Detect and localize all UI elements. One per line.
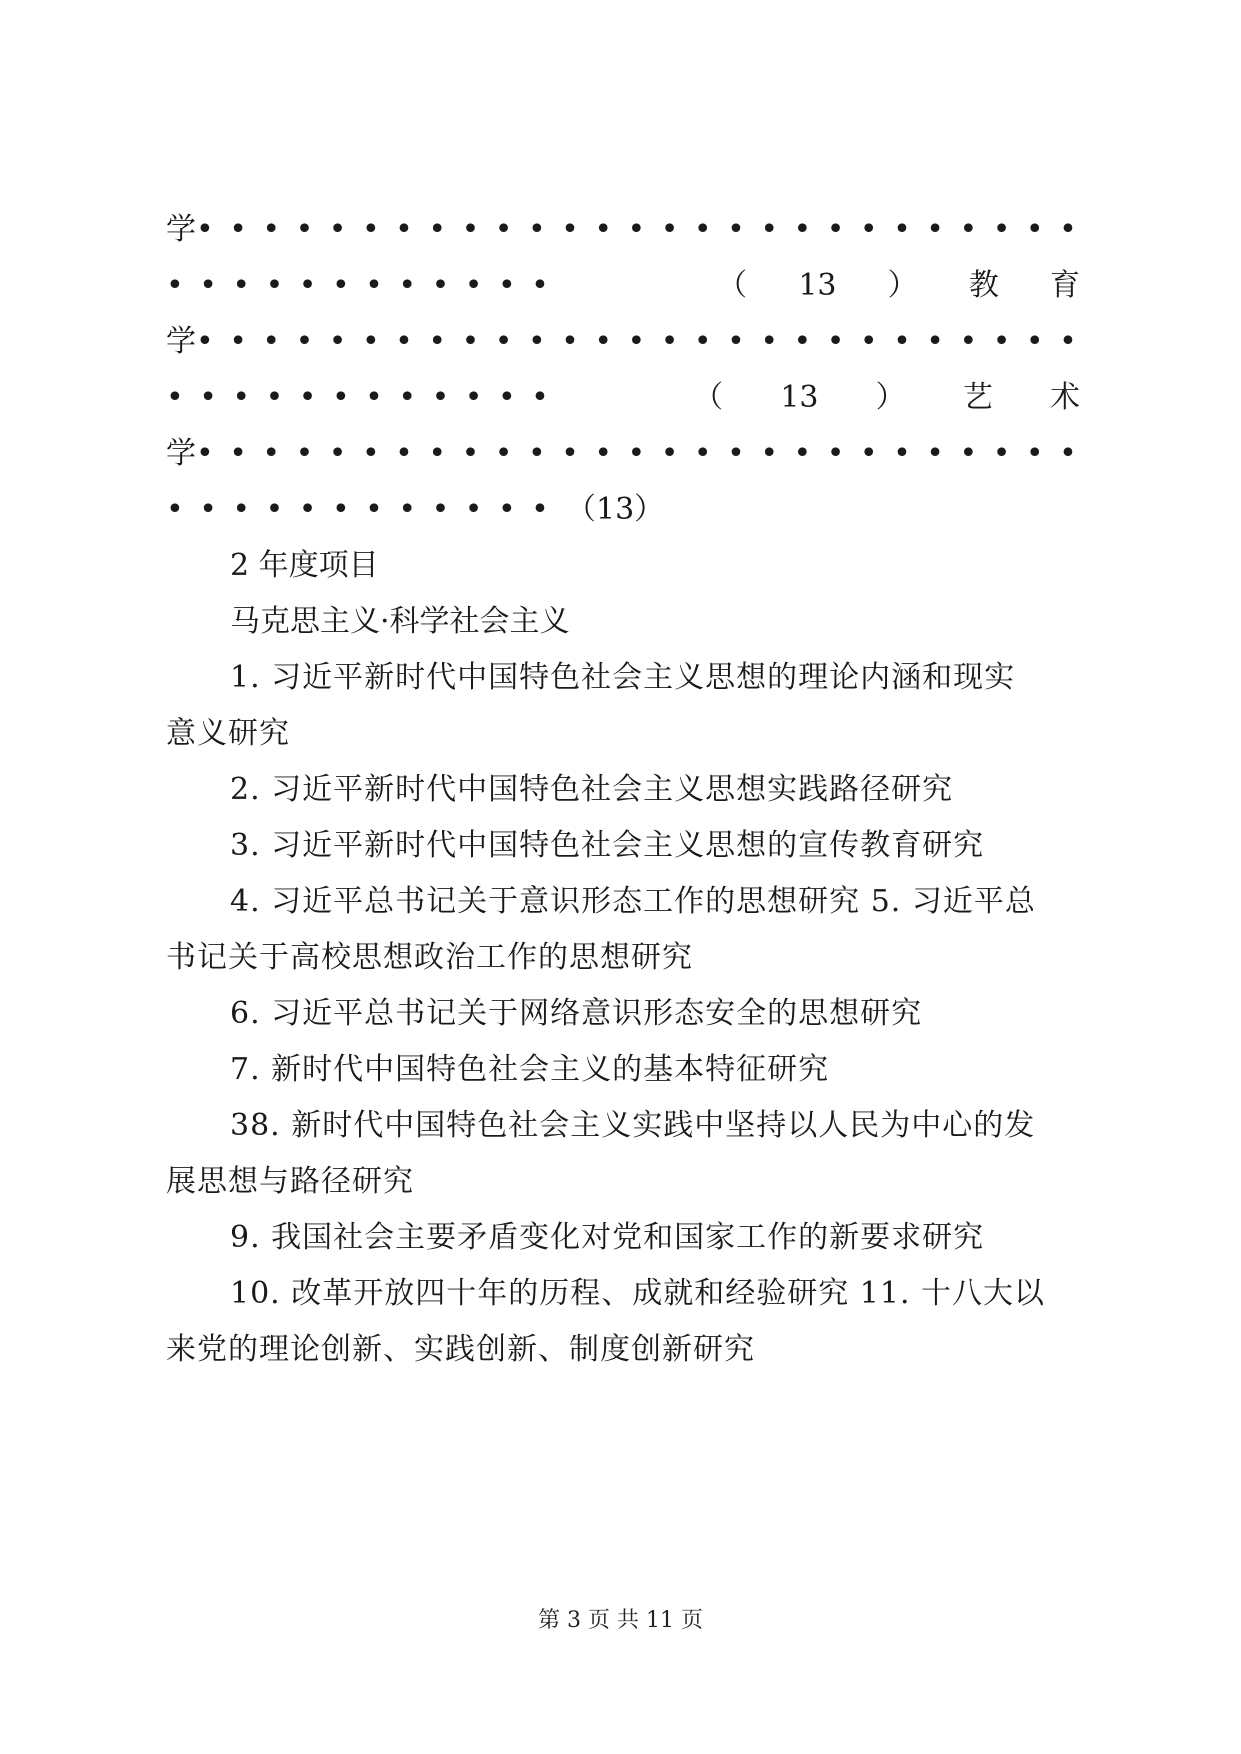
list-item: 7. 新时代中国特色社会主义的基本特征研究 xyxy=(230,1052,830,1087)
list-item-continuation: 书记关于高校思想政治工作的思想研究 xyxy=(166,940,693,975)
list-item: 3. 习近平新时代中国特色社会主义思想的宣传教育研究 xyxy=(230,828,985,863)
toc-line-4: ••••• （ 13 ） 艺 术 xyxy=(166,372,1080,424)
toc-page-number: 13 xyxy=(780,380,819,415)
toc-prefix: 学 xyxy=(166,436,196,471)
toc-page-number: （13） xyxy=(566,492,665,527)
toc-prefix: 学 xyxy=(166,324,196,359)
list-item: 6. 习近平总书记关于网络意识形态安全的思想研究 xyxy=(230,996,923,1031)
list-item: 2. 习近平新时代中国特色社会主义思想实践路径研究 xyxy=(230,772,954,807)
section-title: 2 年度项目 xyxy=(230,548,379,583)
toc-line-5 xyxy=(166,428,1080,480)
toc-line-3 xyxy=(166,316,1080,368)
toc-entry-label: 术 xyxy=(1049,380,1080,415)
toc-page-number: 13 xyxy=(798,268,837,303)
toc-entry-label: 艺 xyxy=(962,380,993,415)
list-item-continuation: 展思想与路径研究 xyxy=(166,1164,414,1199)
toc-entry-label: 教 xyxy=(968,268,999,303)
dot-leader xyxy=(196,428,1080,480)
toc-entry-label: 育 xyxy=(1049,268,1080,303)
list-item: 4. 习近平总书记关于意识形态工作的思想研究 5. 习近平总 xyxy=(230,884,1036,919)
list-item: 10. 改革开放四十年的历程、成就和经验研究 11. 十八大以 xyxy=(230,1276,1046,1311)
dot-leader xyxy=(166,372,566,424)
list-item: 9. 我国社会主要矛盾变化对党和国家工作的新要求研究 xyxy=(230,1220,985,1255)
toc-line-2: ••••• （ 13 ） 教 育 xyxy=(166,260,1080,312)
dot-leader xyxy=(166,260,566,312)
list-item: 38. 新时代中国特色社会主义实践中坚持以人民为中心的发 xyxy=(230,1108,1036,1143)
dot-leader xyxy=(196,204,1080,256)
dot-leader xyxy=(196,316,1080,368)
toc-line-1 xyxy=(166,204,1080,256)
list-item-continuation: 来党的理论创新、实践创新、制度创新研究 xyxy=(166,1332,755,1367)
dot-leader xyxy=(166,484,566,536)
page-footer: 第 3 页 共 11 页 xyxy=(538,1608,703,1633)
list-item-continuation: 意义研究 xyxy=(166,716,290,751)
toc-prefix: 学 xyxy=(166,212,196,247)
toc-line-6 xyxy=(166,484,1080,536)
subsection-title: 马克思主义·科学社会主义 xyxy=(230,604,570,639)
list-item: 1. 习近平新时代中国特色社会主义思想的理论内涵和现实 xyxy=(230,660,1016,695)
